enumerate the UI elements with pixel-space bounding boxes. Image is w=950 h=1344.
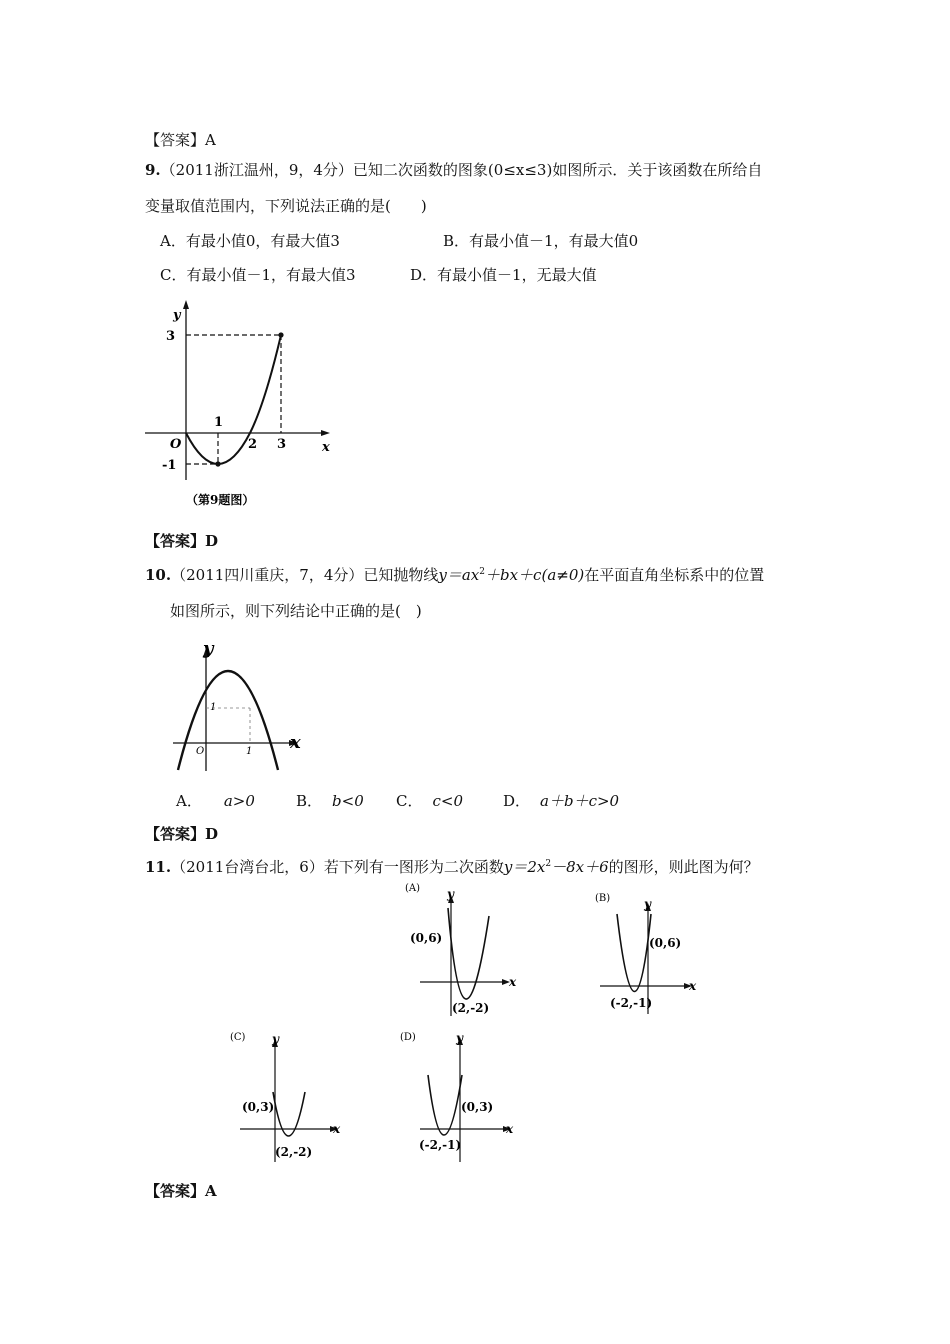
- question-10-number: 10.: [145, 566, 172, 584]
- question-9-line-1: [145, 160, 762, 180]
- parabola-curve: [428, 1075, 462, 1135]
- figure-c-letter: (C): [230, 1032, 246, 1043]
- point-vertex: (2,-2): [275, 1145, 313, 1159]
- origin-label: O: [196, 746, 205, 757]
- question-10-exp: 2: [479, 567, 485, 577]
- question-9-option-c: C．有最小值－1，有最大值3: [160, 266, 356, 284]
- point-top: (0,3): [242, 1100, 275, 1114]
- tick-x-3: 3: [277, 437, 287, 452]
- question-11-stem-pre: （2011台湾台北，6）若下列有一图形为二次函数: [171, 858, 504, 876]
- question-9-option-b: B．有最小值－1，有最大值0: [443, 232, 639, 250]
- question-10-figure: [170, 636, 315, 776]
- answer-11: 【答案】A: [145, 1182, 217, 1200]
- answer-8: 【答案】A: [145, 131, 216, 149]
- point-top: (0,3): [461, 1100, 494, 1114]
- point-vertex: (2,-2): [452, 1001, 490, 1015]
- answer-9: 【答案】D: [145, 532, 219, 550]
- figure-b: [590, 884, 705, 1019]
- figure-d-letter: (D): [400, 1032, 416, 1043]
- question-9-option-a: A．有最小值0，有最大值3: [160, 232, 340, 250]
- question-10-formula-1: y＝ax: [438, 566, 480, 584]
- x-axis-label: x: [290, 732, 301, 753]
- question-10-option-d: [503, 791, 619, 811]
- parabola-curve: [186, 335, 281, 464]
- tick-x-2: 2: [248, 437, 258, 452]
- option-b-text: b<0: [332, 792, 364, 810]
- question-9-stem-2: 变量取值范围内，下列说法正确的是( ): [145, 197, 427, 215]
- max-point: [278, 332, 283, 337]
- parabola-curve: [617, 914, 651, 992]
- question-10-formula-2: ＋bx＋c(a≠0): [485, 566, 585, 584]
- option-a-label: A．: [176, 792, 202, 810]
- question-10-line-1: [145, 565, 764, 585]
- y-axis-label: y: [173, 308, 181, 323]
- tick-x-1: 1: [214, 415, 224, 430]
- option-c-text: c<0: [432, 792, 463, 810]
- origin-label: O: [170, 437, 182, 452]
- question-10-stem-post: 在平面直角坐标系中的位置: [584, 566, 765, 584]
- y-axis-label: y: [203, 638, 214, 659]
- question-10-stem-pre: （2011四川重庆，7，4分）已知抛物线: [171, 566, 439, 584]
- point-vertex: (-2,-1): [419, 1138, 462, 1152]
- x-axis-label: x: [333, 1122, 341, 1136]
- tick-x-1: 1: [246, 746, 253, 757]
- figure-c: [225, 1025, 350, 1165]
- parabola-curve: [448, 908, 489, 999]
- point-top: (0,6): [649, 936, 682, 950]
- question-9-option-d: D．有最小值－1，无最大值: [410, 266, 597, 284]
- question-10-stem-2: 如图所示，则下列结论中正确的是( ): [170, 602, 422, 620]
- question-11-stem-post: 的图形，则此图为何？: [608, 858, 759, 876]
- figure-a-letter: (A): [405, 883, 421, 894]
- answer-10: 【答案】D: [145, 825, 219, 843]
- x-axis-label: x: [506, 1122, 514, 1136]
- question-10-option-a: [176, 791, 255, 811]
- min-point: [215, 461, 220, 466]
- y-axis-label: y: [272, 1032, 279, 1046]
- x-axis-label: x: [509, 975, 517, 989]
- option-d-text: a＋b＋c>0: [540, 792, 620, 810]
- question-11-exp: 2: [545, 859, 552, 869]
- question-11-formula-1: y＝2x: [503, 858, 546, 876]
- figure-b-letter: (B): [595, 893, 611, 904]
- tick-y-neg1: -1: [162, 458, 177, 473]
- y-axis-label: y: [456, 1031, 463, 1045]
- question-9-stem-1: （2011浙江温州，9，4分）已知二次函数的图象(0≤x≤3)如图所示．关于该函数在所给自: [160, 161, 763, 179]
- question-10-option-b: [296, 791, 364, 811]
- y-axis-arrow-icon: [183, 300, 189, 309]
- y-axis-label: y: [447, 887, 454, 901]
- question-11-formula-2: －8x＋6: [551, 858, 609, 876]
- question-10-option-c: [396, 791, 463, 811]
- question-11-line: [145, 857, 759, 877]
- option-d-label: D．: [503, 792, 531, 810]
- option-b-label: B．: [296, 792, 323, 810]
- tick-y-3: 3: [166, 329, 176, 344]
- x-axis-label: x: [689, 979, 697, 993]
- option-a-text: a>0: [223, 792, 255, 810]
- tick-y-1: 1: [210, 702, 217, 713]
- figure-caption: （第9题图）: [186, 493, 255, 507]
- parabola-curve: [178, 671, 278, 770]
- question-9-figure: [140, 295, 340, 515]
- question-11-number: 11.: [145, 858, 172, 876]
- y-axis-label: y: [644, 897, 651, 911]
- point-top: (0,6): [410, 931, 443, 945]
- question-9-number: 9.: [145, 161, 161, 179]
- figure-d: [395, 1025, 520, 1165]
- x-axis-label: x: [322, 440, 330, 455]
- x-axis-arrow-icon: [321, 430, 330, 436]
- point-vertex: (-2,-1): [610, 996, 653, 1010]
- figure-a: [395, 876, 530, 1021]
- option-c-label: C．: [396, 792, 423, 810]
